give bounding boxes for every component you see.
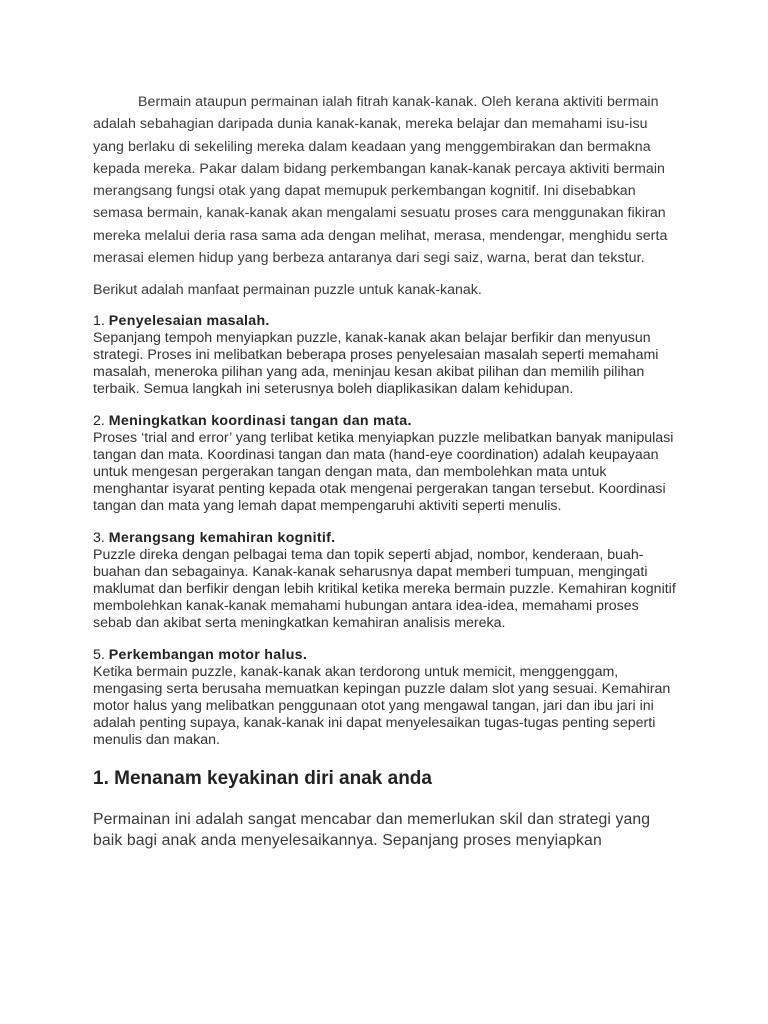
intro-paragraph	[93, 91, 678, 269]
benefit-number: 1.	[93, 313, 105, 330]
benefit-heading	[93, 647, 678, 664]
benefit-heading	[93, 530, 678, 547]
benefits-list	[93, 313, 678, 749]
benefit-item	[93, 647, 678, 749]
benefit-title: Perkembangan motor halus.	[108, 647, 308, 664]
benefit-item	[93, 413, 678, 515]
benefit-title: Penyelesaian masalah.	[108, 313, 270, 330]
benefit-number: 3.	[93, 530, 105, 547]
intro-text: Bermain ataupun permainan ialah fitrah kanak-kanak. Oleh kerana aktiviti bermain adalah sebahagian daripada dunia kanak-kanak, mereka belajar dan memahami isu-isu yang berlaku di sekeliling mereka dalam keadaan yang menggembirakan dan bermakna kepada mereka. Pakar dalam bidang perkembangan kanak-kanak percaya aktiviti bermain merangsang fungsi otak yang dapat memupuk perkembangan kognitif. Ini disebabkan semasa bermain, kanak-kanak akan mengalami sesuatu proses cara menggunakan fikiran mereka melalui deria rasa sama ada dengan melihat, merasa, mendengar, menghidu serta merasai elemen hidup yang berbeza antaranya dari segi saiz, warna, berat dan tekstur.	[93, 94, 668, 267]
benefits-lead: Berikut adalah manfaat permainan puzzle untuk kanak-kanak.	[93, 282, 482, 299]
benefit-heading	[93, 313, 678, 330]
benefit-body: Sepanjang tempoh menyiapkan puzzle, kanak-kanak akan belajar berfikir dan menyusun strategi. Proses ini melibatkan beberapa proses penyelesaian masalah seperti memahami masalah, meneroka pilihan yang ada, meninjau kesan akibat pilihan dan memilih pilihan terbaik. Semua langkah ini seterusnya boleh diaplikasikan dalam kehidupan.	[93, 330, 659, 398]
benefit-body: Ketika bermain puzzle, kanak-kanak akan terdorong untuk memicit, menggenggam, mengasing serta berusaha memuatkan kepingan puzzle dalam slot yang sesuai. Kemahiran motor halus yang melibatkan penggunaan otot yang mengawal tangan, jari dan ibu jari ini adalah penting supaya, kanak-kanak ini dapat menyelesaikan tugas-tugas penting seperti menulis dan makan.	[93, 664, 671, 749]
benefit-heading	[93, 413, 678, 430]
benefit-title: Merangsang kemahiran kognitif.	[108, 530, 336, 547]
benefit-number: 5.	[93, 647, 105, 664]
section-paragraph: Permainan ini adalah sangat mencabar dan memerlukan skil dan strategi yang baik bagi anak anda menyelesaikannya. Sepanjang proses menyiapkan	[93, 811, 651, 850]
benefit-body: Puzzle direka dengan pelbagai tema dan topik seperti abjad, nombor, kenderaan, buah-buahan dan sebagainya. Kanak-kanak seharusnya dapat memberi tumpuan, mengingati maklumat dan berfikir dengan lebih kritikal ketika mereka bermain puzzle. Kemahiran kognitif membolehkan kanak-kanak memahami hubungan antara idea-idea, memahami proses sebab dan akibat serta meningkatkan kemahiran analisis mereka.	[93, 547, 676, 632]
benefit-item	[93, 313, 678, 398]
benefit-title: Meningkatkan koordinasi tangan dan mata.	[108, 413, 412, 430]
benefit-number: 2.	[93, 413, 105, 430]
section-heading: 1. Menanam keyakinan diri anak anda	[93, 768, 432, 790]
benefit-item	[93, 530, 678, 632]
document-page	[93, 91, 678, 851]
benefit-body: Proses ‘trial and error’ yang terlibat ketika menyiapkan puzzle melibatkan banyak manipulasi tangan dan mata. Koordinasi tangan dan mata (hand-eye coordination) adalah keupayaan untuk mengesan pergerakan tangan dengan mata, dan membolehkan mata untuk menghantar isyarat penting kepada otak mengenai pergerakan tangan tersebut. Koordinasi tangan dan mata yang lemah dapat mempengaruhi aktiviti seperti menulis.	[93, 430, 674, 515]
